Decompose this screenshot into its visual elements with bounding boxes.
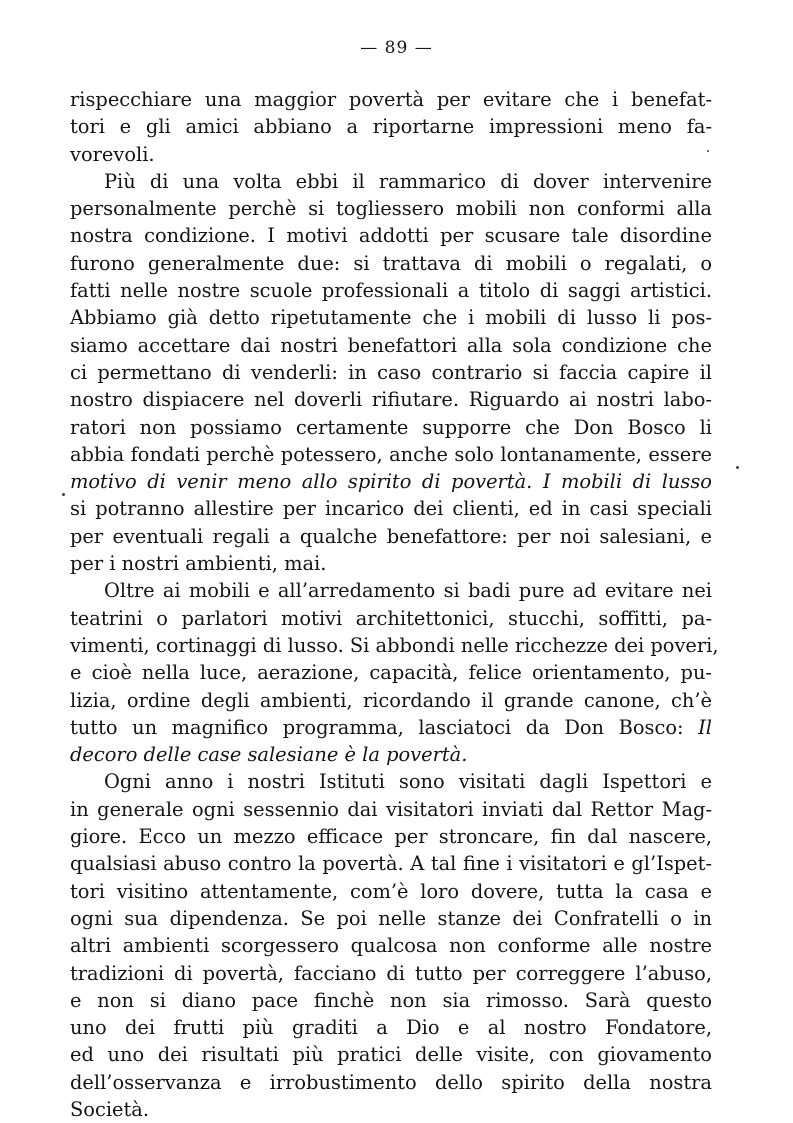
text-line: Ogni anno i nostri Istituti sono visitati dagli Ispettori e (104, 770, 712, 794)
text-line: altri ambienti scorgessero qualcosa non conforme alle nostre (70, 934, 712, 958)
text-line: in generale ogni sessennio dai visitatori inviati dal Rettor Mag- (70, 797, 712, 821)
text-line-italic: decoro delle case salesiane è la povertà. (70, 743, 468, 767)
text-line: teatrini o parlatori motivi architettonici, stucchi, soffitti, pa- (70, 606, 712, 630)
paragraph (70, 768, 712, 1123)
text-line: ratori non possiamo certamente supporre che Don Bosco li (70, 415, 712, 439)
text-line: fatti nelle nostre scuole professionali a titolo di saggi artistici. (70, 279, 712, 303)
text-line: per eventuali regali a qualche benefattore: per noi salesiani, e (70, 524, 712, 548)
text-line: personalmente perchè si togliessero mobili non conformi alla (70, 197, 712, 221)
text-line: nostra condizione. I motivi addotti per scusare tale disordine (70, 224, 712, 248)
paragraph (70, 168, 712, 577)
text-line: si potranno allestire per incarico dei clienti, ed in casi speciali (70, 497, 712, 521)
text-line: Oltre ai mobili e all’arredamento si badi pure ad evitare nei (104, 579, 712, 603)
text-line: furono generalmente due: si trattava di mobili o regalati, o (70, 251, 712, 275)
text-line: e cioè nella luce, aerazione, capacità, felice orientamento, pu- (70, 661, 712, 685)
text-fragment-italic: Il (698, 715, 712, 739)
text-line: nostro dispiacere nel doverli rifiutare. Riguardo ai nostri labo- (70, 388, 712, 412)
text-line: vorevoli. (70, 142, 155, 166)
text-line-italic: motivo di venir meno allo spirito di povertà. I mobili di lusso (70, 470, 712, 494)
text-line: uno dei frutti più graditi a Dio e al nostro Fondatore, (70, 1016, 712, 1040)
text-line: lizia, ordine degli ambienti, ricordando il grande canone, ch’è (70, 688, 712, 712)
text-fragment: tutto un magnifico programma, lasciatoci da Don Bosco: (70, 715, 684, 739)
text-line: Società. (70, 1097, 150, 1121)
text-line: tori visitino attentamente, com’è loro dovere, tutta la casa e (70, 879, 712, 903)
text-line: per i nostri ambienti, mai. (70, 552, 327, 576)
scan-speck (62, 493, 65, 496)
text-line: vimenti, cortinaggi di lusso. Si abbondi nelle ricchezze dei poveri, (70, 633, 719, 657)
paragraph (70, 577, 719, 768)
scan-speck (736, 466, 739, 469)
text-line: tori e gli amici abbiano a riportarne impressioni meno fa- (70, 115, 712, 139)
text-line: Più di una volta ebbi il rammarico di dover intervenire (104, 169, 712, 193)
scan-speck (707, 150, 709, 152)
text-line: rispecchiare una maggior povertà per evitare che i benefat- (70, 88, 712, 111)
text-line: giore. Ecco un mezzo efficace per stroncare, fin dal nascere, (70, 825, 712, 849)
text-line: ci permettano di venderli: in caso contrario si faccia capire il (70, 360, 712, 384)
text-line: abbia fondati perchè potessero, anche solo lontanamente, essere (70, 442, 712, 466)
text-line: tradizioni di povertà, facciano di tutto per correggere l’abuso, (70, 961, 712, 985)
page-number: — 89 — (360, 38, 433, 58)
text-line: ed uno dei risultati più pratici delle visite, con giovamento (70, 1043, 712, 1067)
text-line: siamo accettare dai nostri benefattori alla sola condizione che (70, 333, 712, 357)
text-line: Abbiamo già detto ripetutamente che i mobili di lusso li pos- (70, 306, 712, 330)
text-line: qualsiasi abuso contro la povertà. A tal fine i visitatori e gl’Ispet- (70, 852, 712, 876)
body-text (70, 86, 719, 1123)
paragraph (70, 86, 712, 168)
text-line: ogni sua dipendenza. Se poi nelle stanze dei Confratelli o in (70, 906, 712, 930)
text-line: dell’osservanza e irrobustimento dello spirito della nostra (70, 1070, 712, 1094)
text-line: e non si diano pace finchè non sia rimosso. Sarà questo (70, 988, 712, 1012)
text-line-mixed (70, 714, 712, 741)
